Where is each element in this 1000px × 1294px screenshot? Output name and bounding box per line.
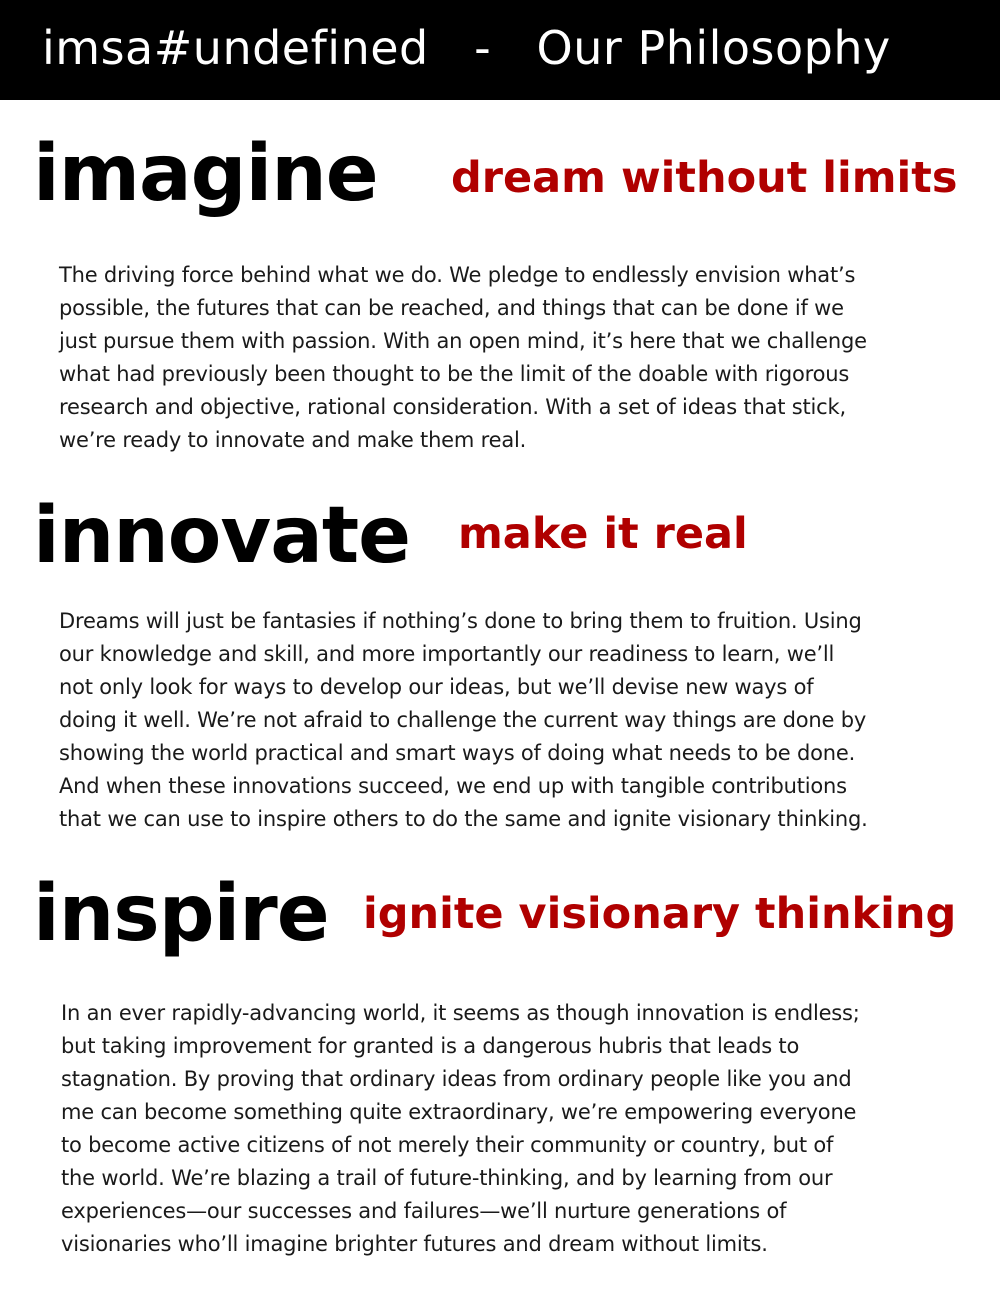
section-tagline-innovate: make it real xyxy=(458,509,748,559)
section-body-innovate xyxy=(59,605,868,836)
body-line: Dreams will just be fantasies if nothing’s done to bring them to fruition. Using xyxy=(59,609,862,633)
body-line: possible, the futures that can be reached, and things that can be done if we xyxy=(59,296,844,320)
section-tagline-inspire: ignite visionary thinking xyxy=(363,889,957,939)
body-line: research and objective, rational consideration. With a set of ideas that stick, xyxy=(59,395,846,419)
body-line: our knowledge and skill, and more importantly our readiness to learn, we’ll xyxy=(59,642,835,666)
section-body-imagine xyxy=(59,259,867,457)
body-line: And when these innovations succeed, we end up with tangible contributions xyxy=(59,774,847,798)
body-line: visionaries who’ll imagine brighter futures and dream without limits. xyxy=(61,1232,768,1256)
body-line: the world. We’re blazing a trail of future-thinking, and by learning from our xyxy=(61,1166,833,1190)
body-line: we’re ready to innovate and make them real. xyxy=(59,428,527,452)
body-line: The driving force behind what we do. We pledge to endlessly envision what’s xyxy=(59,263,856,287)
body-line: what had previously been thought to be the limit of the doable with rigorous xyxy=(59,362,850,386)
body-line: experiences—our successes and failures—we’ll nurture generations of xyxy=(61,1199,787,1223)
body-line: just pursue them with passion. With an open mind, it’s here that we challenge xyxy=(59,329,867,353)
body-line: me can become something quite extraordinary, we’re empowering everyone xyxy=(61,1100,857,1124)
section-heading-inspire: inspire xyxy=(33,869,329,959)
section-heading-imagine: imagine xyxy=(33,129,378,219)
body-line: In an ever rapidly-advancing world, it seems as though innovation is endless; xyxy=(61,1001,860,1025)
page-title: imsa#undefined - Our Philosophy xyxy=(42,21,891,75)
body-line: doing it well. We’re not afraid to challenge the current way things are done by xyxy=(59,708,867,732)
body-line: not only look for ways to develop our ideas, but we’ll devise new ways of xyxy=(59,675,814,699)
body-line: that we can use to inspire others to do the same and ignite visionary thinking. xyxy=(59,807,868,831)
section-body-inspire xyxy=(61,997,860,1261)
section-heading-innovate: innovate xyxy=(33,491,411,581)
body-line: but taking improvement for granted is a dangerous hubris that leads to xyxy=(61,1034,800,1058)
header-bar xyxy=(0,0,1000,100)
body-line: showing the world practical and smart ways of doing what needs to be done. xyxy=(59,741,856,765)
body-line: to become active citizens of not merely their community or country, but of xyxy=(61,1133,834,1157)
body-line: stagnation. By proving that ordinary ideas from ordinary people like you and xyxy=(61,1067,852,1091)
section-tagline-imagine: dream without limits xyxy=(451,153,958,203)
